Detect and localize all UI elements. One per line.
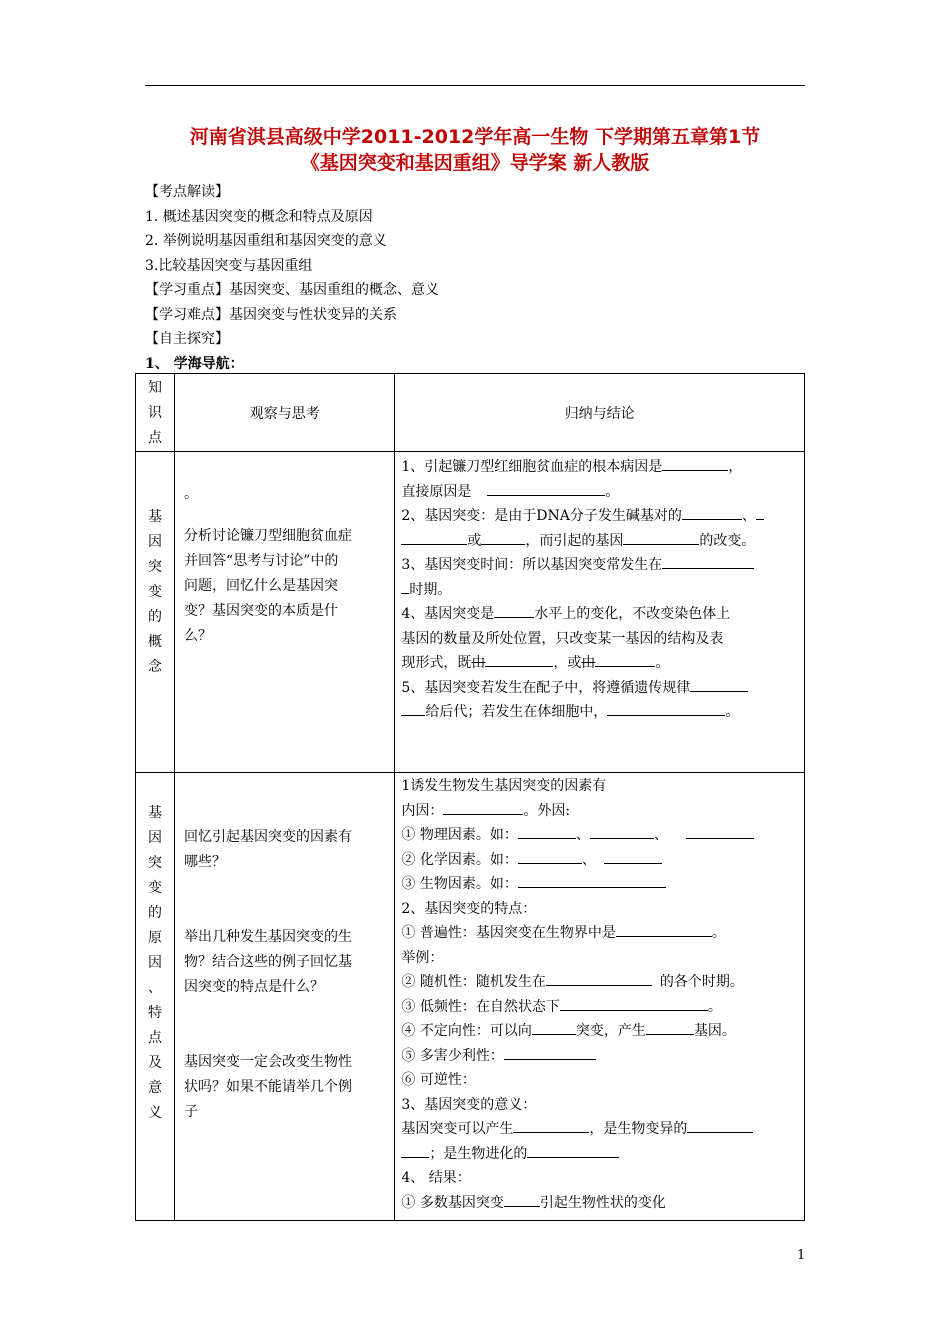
objective-item: 3.比较基因突变与基因重组 <box>145 257 313 274</box>
conclusion-cell-1: 1、引起镰刀型红细胞贫血症的根本病因是 ， 直接原因是 。 2、基因突变：是由于DNA分子发生碱基对的 、 或 ，而引起的基因 的改变。 3、基因突变时间：所以基因突变常发生在 时期。 4、基因突变是 水平上的变化，不改变染色体上 基因的数量及所处位置，只改变某一基因的结构及表 现形式，既由 ，或由 。 5、基因突变若发生在配子中，将遵循遗传规律 给后代；若发生在体细胞中， 。 <box>395 452 805 773</box>
table-header-row <box>136 374 805 452</box>
blank-field[interactable] <box>487 481 605 496</box>
blank-field[interactable] <box>607 701 725 716</box>
objective-item: 1. 概述基因突变的概念和特点及原因 <box>145 208 373 225</box>
kaodian-heading: 【考点解读】 <box>145 184 229 200</box>
blank-field[interactable] <box>504 1192 540 1207</box>
blank-field[interactable] <box>662 554 754 569</box>
blank-field[interactable] <box>604 849 662 864</box>
blank-field[interactable] <box>623 530 699 545</box>
blank-field[interactable] <box>494 603 534 618</box>
study-table <box>135 373 805 1221</box>
blank-field[interactable] <box>485 652 553 667</box>
study-guide-heading: 1、 学海导航： <box>145 355 244 372</box>
key-points: 【学习重点】基因突变、基因重组的概念、意义 <box>145 282 439 298</box>
self-explore-heading: 【自主探究】 <box>145 331 229 347</box>
blank-field[interactable] <box>518 849 582 864</box>
header-summary-conclusion: 归纳与结论 <box>395 374 805 452</box>
blank-field[interactable] <box>546 971 652 986</box>
table-row <box>136 452 805 773</box>
blank-field[interactable] <box>518 824 576 839</box>
blank-field[interactable] <box>682 505 742 520</box>
blank-field[interactable] <box>687 1118 753 1133</box>
blank-field[interactable] <box>616 922 712 937</box>
observe-cell-2: 回忆引起基因突变的因素有 哪些？ 举出几种发生基因突变的生 物？结合这些的例子回忆基 因突变的特点是什么？ 基因突变一定会改变生物性 状吗？如果不能请举几个例 子 <box>175 773 395 1221</box>
title-line-1: 河南省淇县高级中学2011-2012学年高一生物 下学期第五章第1节 <box>189 126 761 148</box>
blank-field[interactable] <box>690 677 748 692</box>
blank-field[interactable] <box>401 530 467 545</box>
blank-field[interactable] <box>504 1045 596 1060</box>
observe-cell-1: 。 分析讨论镰刀型细胞贫血症 并回答“思考与讨论”中的 问题，回忆什么是基因突 变？基因突变的本质是什 么？ <box>175 452 395 773</box>
blank-field[interactable] <box>518 873 666 888</box>
topic-causes-features-significance: 基 因 突 变 的 原 因 、 特 点 及 意 义 <box>136 773 175 1221</box>
document-title <box>135 124 815 176</box>
blank-field[interactable] <box>686 824 754 839</box>
title-line-2: 《基因突变和基因重组》导学案 新人教版 <box>300 152 650 174</box>
objective-item: 2. 举例说明基因重组和基因突变的意义 <box>145 233 387 249</box>
blank-field[interactable] <box>560 996 708 1011</box>
conclusion-cell-2: 1诱发生物发生基因突变的因素有 内因： 。外因: ① 物理因素。如： 、 、 ② 化学因素。如： 、 ③ 生物因素。如： 2、基因突变的特点： ① 普遍性：基因突变在生物界中是 。 举例： ② 随机性：随机发生在 的各个时期。 ③ 低频性：在自然状态下 。 ④ 不定向性：可以向 突变，产生 基因。 ⑤ 多害少利性： ⑥ 可逆性： 3、基因突变的意义： 基因突变可以产生 ，是生物变异的 ；是生物进化的 4、 结果： ① 多数基因突变 引起生物性状的变化 <box>395 773 805 1221</box>
blank-field[interactable] <box>756 505 764 520</box>
table-row <box>136 773 805 1221</box>
blank-field[interactable] <box>443 800 523 815</box>
blank-field[interactable] <box>590 824 654 839</box>
blank-field[interactable] <box>595 652 655 667</box>
blank-field[interactable] <box>401 701 425 716</box>
blank-field[interactable] <box>481 530 525 545</box>
intro-section <box>145 180 439 376</box>
header-rule <box>145 85 805 86</box>
blank-field[interactable] <box>646 1020 694 1035</box>
difficult-points: 【学习难点】基因突变与性状变异的关系 <box>145 306 397 323</box>
blank-field[interactable] <box>527 1143 619 1158</box>
blank-field[interactable] <box>401 1143 429 1158</box>
blank-field[interactable] <box>532 1020 576 1035</box>
blank-field[interactable] <box>513 1118 589 1133</box>
blank-field[interactable] <box>662 456 728 471</box>
header-knowledge-point: 知 识 点 <box>136 374 175 452</box>
header-observe-think: 观察与思考 <box>175 374 395 452</box>
topic-gene-mutation-concept: 基 因 突 变 的 概 念 <box>136 452 175 773</box>
page-number: 1 <box>797 1248 806 1263</box>
